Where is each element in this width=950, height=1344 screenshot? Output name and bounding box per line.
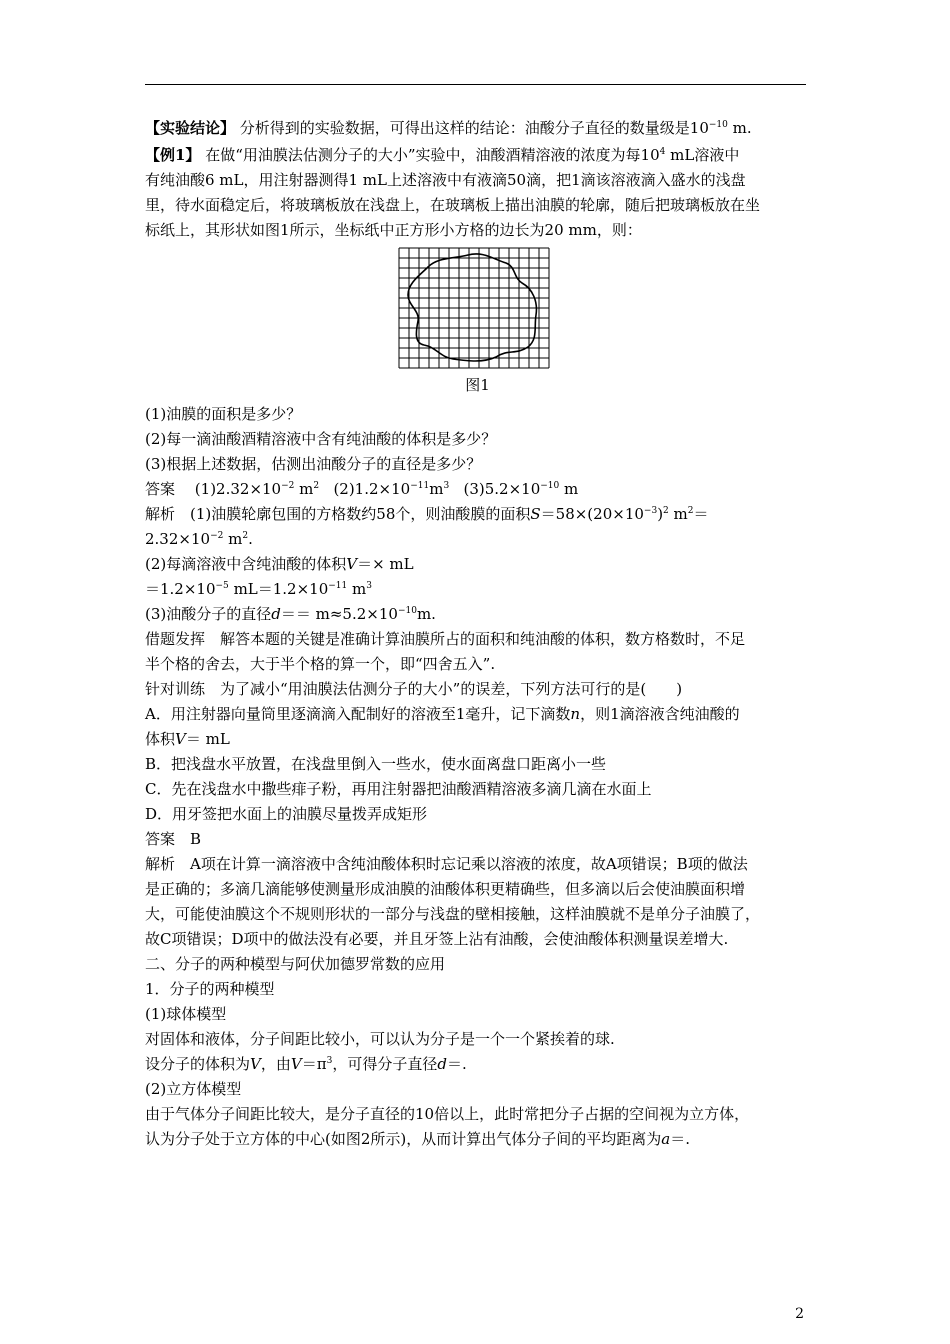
training-option-b: B．把浅盘水平放置，在浅盘里倒入一些水，使水面离盘口距离小一些 [145,754,607,773]
training-analysis-line-1: 解析 A项在计算一滴溶液中含纯油酸体积时忘记乘以溶液的浓度，故A项错误；B项的做法 [145,854,748,873]
grid-oil-film-figure [398,247,550,371]
analysis-1-line-5: (3)油酸分子的直径$d== m\approx 5.2\times 10^{-10}m$. [145,604,436,623]
training-analysis-line-2: 是正确的；多滴几滴能够使测量形成油膜的油酸体积更精确些，但多滴以后会使油膜面积增 [145,879,746,898]
training-stem: 针对训练 为了减小“用油膜法估测分子的大小”的误差，下列方法可行的是( ) [145,679,683,698]
answer-1: 答案 $(1)2.32\times 10^{-2}$ $m^2$ $(2)1.2\times 10^{-11}m^3$ $(3)5.2\times 10^{-10}$ m [145,479,579,498]
analysis-1-line-1: 解析 (1)油膜轮廓包围的方格数约58个，则油酸膜的面积$S=58\times(20\times 10^{-3})^2$ $m^2=$ [145,504,709,523]
sphere-model-title: (1)球体模型 [145,1004,227,1023]
figure-1 [145,245,810,371]
sphere-model-line-2: 设分子的体积为V，由$V=\pi^3$，可得分子直径d＝. [145,1054,467,1073]
header-rule [145,84,806,85]
section-2-subheading: 1．分子的两种模型 [145,979,275,998]
training-analysis-line-4: 故C项错误；D项中的做法没有必要，并且牙签上沾有油酸，会使油酸体积测量误差增大. [145,929,729,948]
sphere-model-line-1: 对固体和液体，分子间距比较小，可以认为分子是一个一个紧挨着的球. [145,1029,615,1048]
example-line-4: 标纸上，其形状如图1所示，坐标纸中正方形小方格的边长为20 mm，则： [145,220,642,239]
example-line-2: 有纯油酸6 mL，用注射器测得1 mL上述溶液中有液滴50滴，把1滴该溶液滴入盛水的浅盘 [145,170,746,189]
conclusion-paragraph: 【实验结论】 分析得到的实验数据，可得出这样的结论：油酸分子直径的数量级是$10^{-10}$ m. [145,119,752,137]
question-1: (1)油膜的面积是多少？ [145,404,302,423]
training-analysis-line-3: 大，可能使油膜这个不规则形状的一部分与浅盘的壁相接触，这样油膜就不是单分子油膜了， [145,904,761,923]
tip-line-1: 借题发挥 解答本题的关键是准确计算油膜所占的面积和纯油酸的体积，数方格数时，不足 [145,629,746,648]
analysis-1-line-2: $2.32\times 10^{-2}$ $m^2$. [145,529,253,548]
analysis-1-line-4: $=1.2\times 10^{-5}$ $mL=1.2\times 10^{-11}$ $m^3$ [145,579,372,598]
conclusion-label: 【实验结论】 [145,119,236,137]
conclusion-text: 分析得到的实验数据，可得出这样的结论：油酸分子直径的数量级是10 [239,119,709,137]
training-option-c: C．先在浅盘水中撒些痱子粉，再用注射器把油酸酒精溶液多滴几滴在水面上 [145,779,652,798]
analysis-1-line-3: (2)每滴溶液中含纯油酸的体积V＝× mL [145,554,414,573]
cube-model-line-1: 由于气体分子间距比较大，是分子直径的10倍以上，此时常把分子占据的空间视为立方体， [145,1104,750,1123]
training-answer: 答案 B [145,829,202,848]
figure-1-caption: 图1 [465,375,490,394]
page-body [145,118,810,1154]
training-option-a-line-1: A．用注射器向量筒里逐滴滴入配制好的溶液至1毫升，记下滴数n，则1滴溶液含纯油酸的 [145,704,740,723]
cube-model-title: (2)立方体模型 [145,1079,242,1098]
page-number: 2 [795,1306,804,1322]
example-label: 【例1】 [145,145,201,164]
section-2-heading: 二、分子的两种模型与阿伏加德罗常数的应用 [145,954,446,973]
oil-film-outline [408,253,536,360]
example-line-3: 里，待水面稳定后，将玻璃板放在浅盘上，在玻璃板上描出油膜的轮廓，随后把玻璃板放在坐 [145,195,761,214]
training-option-a-line-2: 体积V＝ mL [145,729,230,748]
tip-line-2: 半个格的舍去，大于半个格的算一个，即“四舍五入”. [145,654,496,673]
training-option-d: D．用牙签把水面上的油膜尽量拨弄成矩形 [145,804,428,823]
question-3: (3)根据上述数据，估测出油酸分子的直径是多少？ [145,454,482,473]
example-line-1: 【例1】 在做“用油膜法估测分子的大小”实验中，油酸酒精溶液的浓度为每$10^4$ mL溶液中 [145,145,740,164]
question-2: (2)每一滴油酸酒精溶液中含有纯油酸的体积是多少？ [145,429,497,448]
cube-model-line-2: 认为分子处于立方体的中心(如图2所示)，从而计算出气体分子间的平均距离为a＝. [145,1129,690,1148]
